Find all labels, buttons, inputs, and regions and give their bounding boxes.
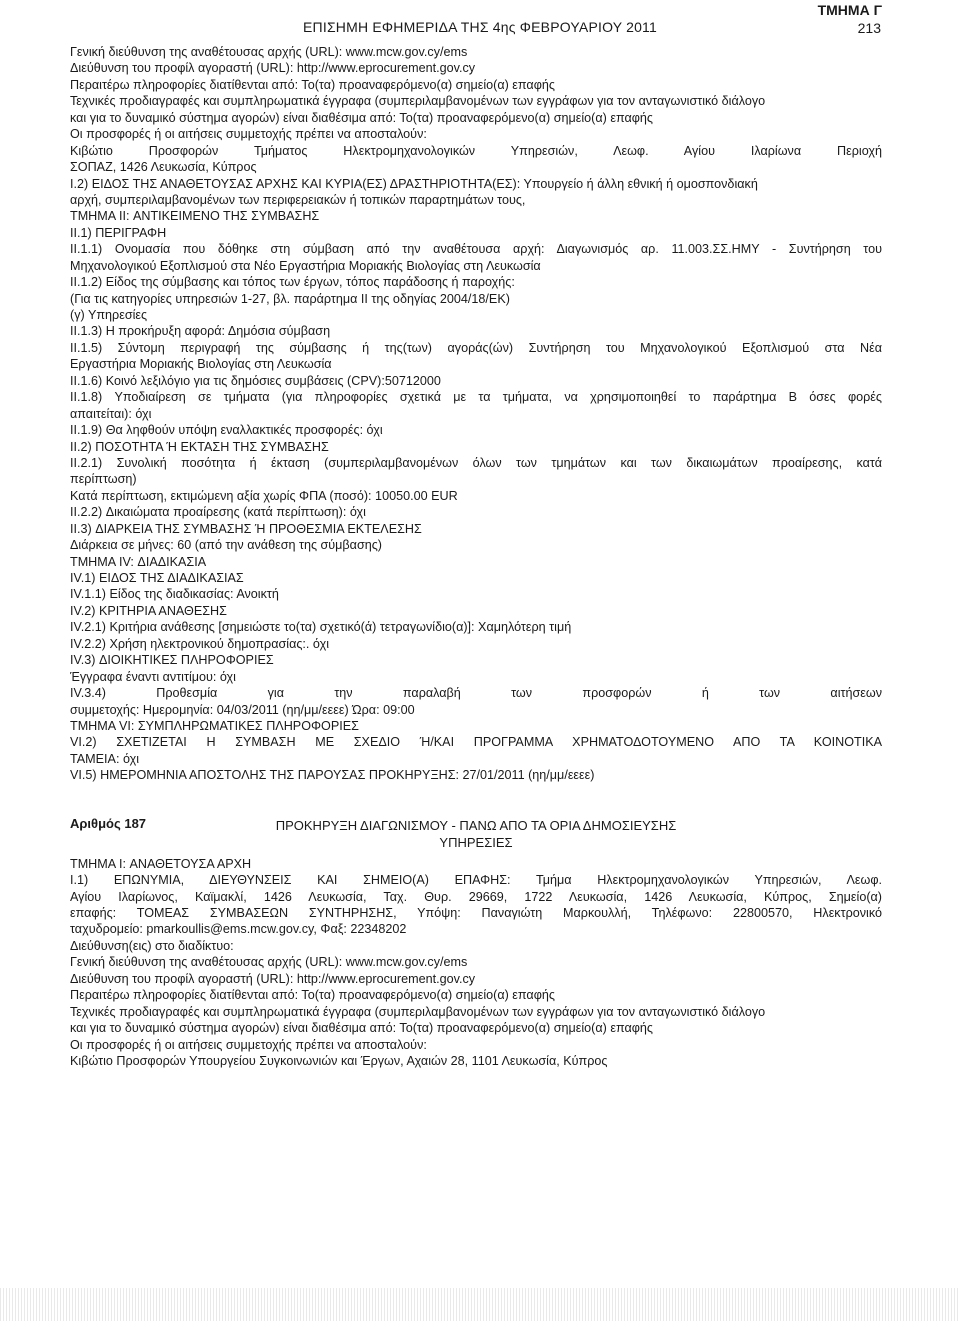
notice-text	[70, 856, 882, 1070]
scan-noise-band	[0, 1288, 960, 1321]
text-line: IV.2) ΚΡΙΤΗΡΙΑ ΑΝΑΘΕΣΗΣ	[70, 603, 227, 618]
text-line: IV.3.4) Προθεσμία για την παραλαβή των προσφορών ή των αιτήσεων	[70, 686, 882, 701]
text-line: IV.2.1) Κριτήρια ανάθεσης [σημειώστε το(τα) σχετικό(ά) τετραγωνίδιο(α)]: Χαμηλότερη τιμή	[70, 620, 572, 635]
notice-number: Αριθμός 187	[70, 815, 147, 831]
text-line: VI.2) ΣΧΕΤΙΖΕΤΑΙ Η ΣΥΜΒΑΣΗ ΜΕ ΣΧΕΔΙΟ Ή/ΚΑΙ ΠΡΟΓΡΑΜΜΑ ΧΡΗΜΑΤΟΔΟΤΟΥΜΕΝΟ ΑΠΟ ΤΑ ΚΟΙΝΟΤΙΚΑ	[70, 735, 882, 750]
text-line: Κατά περίπτωση, εκτιμώμενη αξία χωρίς ΦΠΑ (ποσό): 10050.00 EUR	[70, 488, 458, 503]
text-line: συμμετοχής: Ημερομηνία: 04/03/2011 (ηη/μμ/εεεε) Ώρα: 09:00	[70, 702, 415, 717]
text-line: II.1) ΠΕΡΙΓΡΑΦΗ	[70, 225, 167, 240]
text-line: και για το δυναμικό σύστημα αγορών) είναι διαθέσιμα από: Το(τα) προαναφερόμενο(α) σημείο(α) επαφής	[70, 110, 653, 125]
text-line: IV.1.1) Είδος της διαδικασίας: Ανοικτή	[70, 587, 279, 602]
text-line: απαιτείται): όχι	[70, 406, 152, 421]
text-line: περίπτωση)	[70, 472, 137, 487]
notice-title: ΠΡΟΚΗΡΥΞΗ ΔΙΑΓΩΝΙΣΜΟΥ - ΠΑΝΩ ΑΠΟ ΤΑ ΟΡΙΑ ΔΗΜΟΣΙΕΥΣΗΣ	[275, 817, 677, 833]
text-line: IV.2.2) Χρήση ηλεκτρονικού δημοπρασίας:. όχι	[70, 636, 329, 651]
text-line: Διεύθυνση του προφίλ αγοραστή (URL): http://www.eprocurement.gov.cy	[70, 61, 476, 76]
gazette-title: ΕΠΙΣΗΜΗ ΕΦΗΜΕΡΙΔΑ ΤΗΣ 4ης ΦΕΒΡΟΥΑΡΙΟΥ 2011	[303, 19, 657, 35]
text-line: II.1.2) Είδος της σύμβασης και τόπος των έργων, τόπος παράδοσης ή παροχής:	[70, 275, 515, 290]
text-line: Γενική διεύθυνση της αναθέτουσας αρχής (URL): www.mcw.gov.cy/ems	[70, 45, 468, 59]
text-line: II.3) ΔΙΑΡΚΕΙΑ ΤΗΣ ΣΥΜΒΑΣΗΣ Ή ΠΡΟΘΕΣΜΙΑ ΕΚΤΕΛΕΣΗΣ	[70, 521, 422, 536]
text-line: II.1.6) Κοινό λεξιλόγιο για τις δημόσιες συμβάσεις (CPV):50712000	[70, 373, 441, 388]
text-line: Οι προσφορές ή οι αιτήσεις συμμετοχής πρέπει να αποσταλούν:	[70, 1037, 427, 1052]
previous-notice-text	[70, 44, 882, 784]
text-line: Γενική διεύθυνση της αναθέτουσας αρχής (URL): www.mcw.gov.cy/ems	[70, 955, 468, 970]
text-line: II.1.3) Η προκήρυξη αφορά: Δημόσια σύμβαση	[70, 324, 331, 339]
text-line: Τεχνικές προδιαγραφές και συμπληρωματικά έγγραφα (συμπεριλαμβανομένων των εγγράφων για τον ανταγωνιστικό διάλογο	[70, 94, 766, 109]
text-line: ΤΜΗΜΑ II: ΑΝΤΙΚΕΙΜΕΝΟ ΤΗΣ ΣΥΜΒΑΣΗΣ	[70, 209, 320, 224]
text-line: (Για τις κατηγορίες υπηρεσιών 1-27, βλ. παράρτημα II της οδηγίας 2004/18/ΕΚ)	[70, 291, 510, 306]
text-line: και για το δυναμικό σύστημα αγορών) είναι διαθέσιμα από: Το(τα) προαναφερόμενο(α) σημείο(α) επαφής	[70, 1021, 653, 1036]
text-line: επαφής: ΤΟΜΕΑΣ ΣΥΜΒΑΣΕΩΝ ΣΥΝΤΗΡΗΣΗΣ, Υπόψη: Παναγιώτη Μαρκουλλή, Τηλέφωνο: 22800570, Ηλεκτρονικό	[70, 906, 882, 920]
text-line: Έγγραφα έναντι αντιτίμου: όχι	[70, 669, 236, 684]
text-line: II.2.2) Δικαιώματα προαίρεσης (κατά περίπτωση): όχι	[70, 505, 366, 520]
text-line: Οι προσφορές ή οι αιτήσεις συμμετοχής πρέπει να αποσταλούν:	[70, 127, 427, 142]
text-line: Διεύθυνση(εις) στο διαδίκτυο:	[70, 938, 234, 953]
text-line: ΤΜΗΜΑ VI: ΣΥΜΠΛΗΡΩΜΑΤΙΚΕΣ ΠΛΗΡΟΦΟΡΙΕΣ	[70, 718, 359, 733]
text-line: VI.5) ΗΜΕΡΟΜΗΝΙΑ ΑΠΟΣΤΟΛΗΣ ΤΗΣ ΠΑΡΟΥΣΑΣ ΠΡΟΚΗΡΥΞΗΣ: 27/01/2011 (ηη/μμ/εεεε)	[70, 768, 595, 783]
text-line: II.1.9) Θα ληφθούν υπόψη εναλλακτικές προσφορές: όχι	[70, 423, 383, 438]
text-line: Διάρκεια σε μήνες: 60 (από την ανάθεση της σύμβασης)	[70, 538, 382, 553]
text-line: Εργαστήρια Μοριακής Βιολογίας στη Λευκωσία	[70, 357, 332, 372]
text-line: Περαιτέρω πληροφορίες διατίθενται από: Το(τα) προαναφερόμενο(α) σημείο(α) επαφής	[70, 988, 555, 1003]
text-line: II.1.8) Υποδιαίρεση σε τμήματα (για πληροφορίες σχετικά με τα τμήματα, να χρησιμοποιηθεί το παράρτημα Β όσες φορές	[70, 390, 882, 405]
text-line: Αγίου Ιλαρίωνος, Καϊμακλί, 1426 Λευκωσία, Ταχ. Θυρ. 29669, 1722 Λευκωσία, 1426 Λευκωσία, Κύπρος, Σημείο(α)	[70, 889, 882, 904]
document-body	[70, 44, 882, 1069]
section-label: ΤΜΗΜΑ Γ	[817, 2, 882, 18]
text-line: IV.1) ΕΙΔΟΣ ΤΗΣ ΔΙΑΔΙΚΑΣΙΑΣ	[70, 571, 244, 585]
text-line: I.1) ΕΠΩΝΥΜΙΑ, ΔΙΕΥΘΥΝΣΕΙΣ ΚΑΙ ΣΗΜΕΙΟ(Α) ΕΠΑΦΗΣ: Τμήμα Ηλεκτρομηχανολογικών Υπηρεσιών, Λεωφ.	[70, 873, 882, 888]
text-line: ταχυδρομείο: pmarkoullis@ems.mcw.gov.cy, Φαξ: 22348202	[70, 922, 407, 937]
text-line: Κιβώτιο Προσφορών Τμήματος Ηλεκτρομηχανολογικών Υπηρεσιών, Λεωφ. Αγίου Ιλαρίωνα Περιοχή	[70, 143, 882, 158]
text-line: II.2.1) Συνολική ποσότητα ή έκταση (συμπεριλαμβανομένων όλων των τμημάτων και των δικαιωμάτων προαίρεσης, κατά	[70, 455, 882, 470]
text-line: II.1.1) Ονομασία που δόθηκε στη σύμβαση από την αναθέτουσα αρχή: Διαγωνισμός αρ. 11.003.ΣΣ.ΗΜΥ - Συντήρηση του	[70, 242, 882, 257]
notice-subtitle: ΥΠΗΡΕΣΙΕΣ	[439, 834, 513, 850]
text-line: αρχή, συμπεριλαμβανομένων των περιφερειακών ή τοπικών παραρτημάτων τους,	[70, 192, 526, 207]
text-line: IV.3) ΔΙΟΙΚΗΤΙΚΕΣ ΠΛΗΡΟΦΟΡΙΕΣ	[70, 653, 274, 668]
text-line: ΤΑΜΕΙΑ: όχι	[70, 751, 140, 766]
text-line: ΤΜΗΜΑ I: ΑΝΑΘΕΤΟΥΣΑ ΑΡΧΗ	[70, 856, 252, 871]
text-line: Κιβώτιο Προσφορών Υπουργείου Συγκοινωνιών και Έργων, Αχαιών 28, 1101 Λευκωσία, Κύπρος	[70, 1053, 608, 1068]
text-line: II.2) ΠΟΣΟΤΗΤΑ Ή ΕΚΤΑΣΗ ΤΗΣ ΣΥΜΒΑΣΗΣ	[70, 439, 329, 454]
text-line: ΤΜΗΜΑ IV: ΔΙΑΔΙΚΑΣΙΑ	[70, 554, 207, 569]
page-number: 213	[857, 20, 881, 36]
text-line: Περαιτέρω πληροφορίες διατίθενται από: Το(τα) προαναφερόμενο(α) σημείο(α) επαφής	[70, 77, 555, 92]
notice-heading	[70, 814, 882, 848]
text-line: Διεύθυνση του προφίλ αγοραστή (URL): http://www.eprocurement.gov.cy	[70, 971, 476, 986]
text-line: II.1.5) Σύντομη περιγραφή της σύμβασης ή της(των) αγοράς(ών) Συντήρηση του Μηχανολογικού Εξοπλισμού στα Νέα	[70, 340, 882, 355]
text-line: ΣΟΠΑΖ, 1426 Λευκωσία, Κύπρος	[70, 160, 257, 175]
text-line: I.2) ΕΙΔΟΣ ΤΗΣ ΑΝΑΘΕΤΟΥΣΑΣ ΑΡΧΗΣ ΚΑΙ ΚΥΡΙΑ(ΕΣ) ΔΡΑΣΤΗΡΙΟΤΗΤΑ(ΕΣ): Υπουργείο ή άλλη εθνική ή ομοσπονδιακή	[70, 176, 758, 191]
text-line: (γ) Υπηρεσίες	[70, 308, 148, 322]
text-line: Μηχανολογικού Εξοπλισμού στα Νέο Εργαστήρια Μοριακής Βιολογίας στη Λευκωσία	[70, 258, 541, 273]
text-line: Τεχνικές προδιαγραφές και συμπληρωματικά έγγραφα (συμπεριλαμβανομένων των εγγράφων για τον ανταγωνιστικό διάλογο	[70, 1004, 766, 1019]
